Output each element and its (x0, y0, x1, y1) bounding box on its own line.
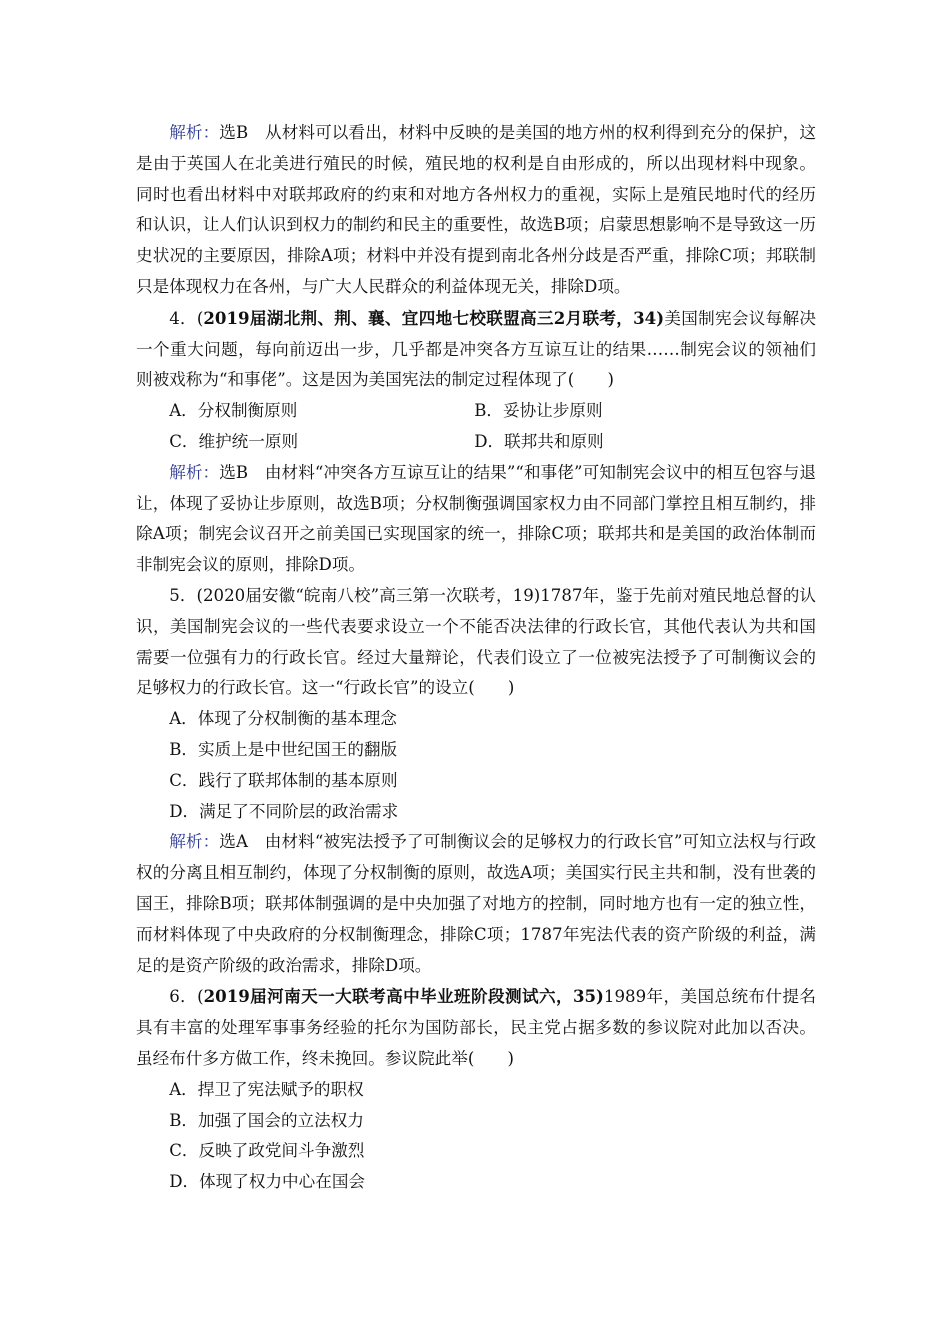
q4-analysis (136, 458, 816, 581)
option-b: B．实质上是中世纪国王的翻版 (169, 739, 398, 759)
question-stem: 1787年，鉴于先前对殖民地总督的认识，美国制宪会议的一些代表要求设立一个不能否决法律的行政长官，其他代表认为共和国需要一位强有力的行政长官。经过大量辩论，代表们设立了一位被宪法授予了可制衡议会的足够权力的行政长官。这一“行政长官”的设立( ) (136, 585, 816, 698)
document-page (136, 118, 816, 1198)
option-d: D．体现了权力中心在国会 (169, 1172, 366, 1192)
option-a: A．分权制衡原则 (169, 401, 298, 421)
q4-options-row-1 (136, 396, 816, 427)
question-source: 2019届湖北荆、荆、襄、宜四地七校联盟高三2月联考，34) (203, 307, 665, 328)
question-6 (136, 981, 816, 1074)
option-c: C．践行了联邦体制的基本原则 (169, 770, 398, 790)
question-4 (136, 303, 816, 396)
question-stem: 美国制宪会议每解决一个重大问题，每向前迈出一步，几乎都是冲突各方互谅互让的结果……制宪会议的领袖们则被戏称为“和事佬”。这是因为美国宪法的制定过程体现了( ) (136, 308, 817, 390)
question-source: 5．(2020届安徽“皖南八校”高三第一次联考，19) (169, 585, 541, 605)
option-a: A．体现了分权制衡的基本理念 (169, 709, 397, 729)
analysis-label: 解析： (169, 832, 220, 852)
question-source: 2019届河南天一大联考高中毕业班阶段测试六，35) (203, 986, 604, 1007)
option-b: B．加强了国会的立法权力 (169, 1110, 364, 1130)
option-a: A．捍卫了宪法赋予的职权 (169, 1079, 364, 1099)
q3-analysis (136, 118, 816, 303)
option-d: D．联邦共和原则 (474, 431, 604, 451)
option-c: C．反映了政党间斗争激烈 (169, 1141, 365, 1161)
analysis-label: 解析： (169, 462, 220, 482)
question-number: 4．( (169, 308, 204, 328)
question-5 (136, 581, 816, 704)
analysis-label: 解析： (169, 123, 220, 142)
option-c: C．维护统一原则 (169, 431, 299, 451)
q4-options-row-2 (136, 427, 816, 458)
option-d: D．满足了不同阶层的政治需求 (169, 801, 399, 821)
analysis-text: 选B 从材料可以看出，材料中反映的是美国的地方州的权利得到充分的保护，这是由于英国人在北美进行殖民的时候，殖民地的权利是自由形成的，所以出现材料中现象。同时也看出材料中对联邦政府的约束和对地方各州权力的重视，实际上是殖民地时代的经历和认识，让人们认识到权力的制约和民主的重要性，故选B项；启蒙思想影响不是导致这一历史状况的主要原因，排除A项；材料中并没有提到南北各州分歧是否严重，排除C项；邦联制只是体现权力在各州，与广大人民群众的利益体现无关，排除D项。 (136, 123, 816, 296)
question-stem: 1989年，美国总统布什提名具有丰富的处理军事事务经验的托尔为国防部长，民主党占据多数的参议院对此加以否决。虽经布什多方做工作，终未挽回。参议院此举( ) (136, 987, 816, 1068)
q5-analysis (136, 827, 816, 981)
analysis-text: 选B 由材料“冲突各方互谅互让的结果”“和事佬”可知制宪会议中的相互包容与退让，体现了妥协让步原则，故选B项；分权制衡强调国家权力由不同部门掌控且相互制约，排除A项；制宪会议召开之前美国已实现国家的统一，排除C项；联邦共和是美国的政治体制而非制宪会议的原则，排除D项。 (136, 462, 816, 575)
question-number: 6．( (169, 987, 204, 1007)
analysis-text: 选A 由材料“被宪法授予了可制衡议会的足够权力的行政长官”可知立法权与行政权的分离且相互制约，体现了分权制衡的原则，故选A项；美国实行民主共和制，没有世袭的国王，排除B项；联邦体制强调的是中央加强了对地方的控制，同时地方也有一定的独立性，而材料体现了中央政府的分权制衡理念，排除C项；1787年宪法代表的资产阶级的利益，满足的是资产阶级的政治需求，排除D项。 (136, 832, 817, 975)
option-b: B．妥协让步原则 (474, 401, 603, 421)
